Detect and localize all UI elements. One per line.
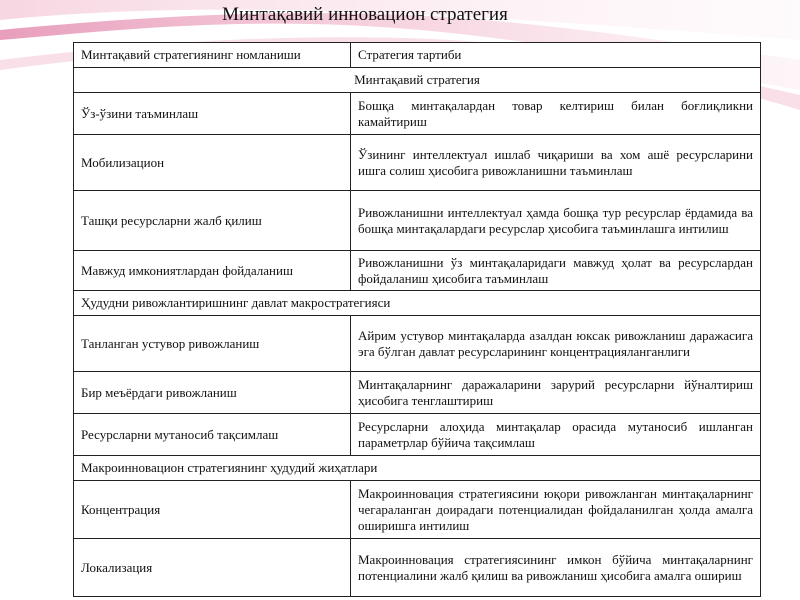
strategy-desc-cell: Ривожланишни ўз минтақаларидаги мавжуд ҳолат ва ресурслардан фойдаланиш ҳисобига таъминлаш xyxy=(351,251,761,291)
strategy-desc-cell: Макроинновация стратегиясининг имкон бўйича минтақаларнинг потенциалини жалб қилиш ва ривожланиш ҳисобига амалга ошириш xyxy=(351,539,761,597)
strategy-name-cell: Ўз-ўзини таъминлаш xyxy=(74,93,351,135)
strategy-desc-cell: Ресурсларни алоҳида минтақалар орасида мутаносиб ишланган параметрлар бўйича тақсимлаш xyxy=(351,414,761,456)
section-title: Ҳудудни ривожлантиришнинг давлат макростратегияси xyxy=(74,291,761,316)
strategy-desc-cell: Ўзининг интеллектуал ишлаб чиқариши ва хом ашё ресурсларини ишга солиш ҳисобига ривожланишни таъминлаш xyxy=(351,135,761,191)
table-header-row xyxy=(74,43,761,68)
section-row xyxy=(74,291,761,316)
table-row xyxy=(74,372,761,414)
header-strategy-name: Минтақавий стратегиянинг номланиши xyxy=(74,43,351,68)
strategy-name-cell: Мобилизацион xyxy=(74,135,351,191)
strategy-name-cell: Танланган устувор ривожланиш xyxy=(74,316,351,372)
table-row xyxy=(74,135,761,191)
section-row xyxy=(74,456,761,481)
table-row xyxy=(74,251,761,291)
strategy-name-cell: Бир меъёрдаги ривожланиш xyxy=(74,372,351,414)
strategy-desc-cell: Бошқа минтақалардан товар келтириш билан боғлиқликни камайтириш xyxy=(351,93,761,135)
strategy-table xyxy=(73,42,761,597)
strategy-desc-cell: Айрим устувор минтақаларда азалдан юксак ривожланиш даражасига эга бўлган давлат ресурсларининг концентрацияланганлиги xyxy=(351,316,761,372)
strategy-desc-cell: Макроинновация стратегиясини юқори ривожланган минтақаларнинг чегараланган доирадаги потенциалидан фойдаланилган ҳолда амалга оширишга интилиш xyxy=(351,481,761,539)
strategy-name-cell: Ташқи ресурсларни жалб қилиш xyxy=(74,191,351,251)
table-row xyxy=(74,481,761,539)
table-row xyxy=(74,191,761,251)
strategy-name-cell: Ресурсларни мутаносиб тақсимлаш xyxy=(74,414,351,456)
table-row xyxy=(74,539,761,597)
table-row xyxy=(74,414,761,456)
strategy-name-cell: Мавжуд имкониятлардан фойдаланиш xyxy=(74,251,351,291)
table-row xyxy=(74,316,761,372)
strategy-desc-cell: Ривожланишни интеллектуал ҳамда бошқа тур ресурслар ёрдамида ва бошқа минтақалардаги ресурслар ҳисобига таъминлашга интилиш xyxy=(351,191,761,251)
section-title: Макроинновацион стратегиянинг ҳудудий жиҳатлари xyxy=(74,456,761,481)
strategy-desc-cell: Минтақаларнинг даражаларини зарурий ресурсларни йўналтириш ҳисобига тенглаштириш xyxy=(351,372,761,414)
header-strategy-order: Стратегия тартиби xyxy=(351,43,761,68)
strategy-name-cell: Локализация xyxy=(74,539,351,597)
page-title: Минтақавий инновацион стратегия xyxy=(222,4,508,25)
table-row xyxy=(74,93,761,135)
strategy-name-cell: Концентрация xyxy=(74,481,351,539)
section-title: Минтақавий стратегия xyxy=(74,68,761,93)
section-row xyxy=(74,68,761,93)
